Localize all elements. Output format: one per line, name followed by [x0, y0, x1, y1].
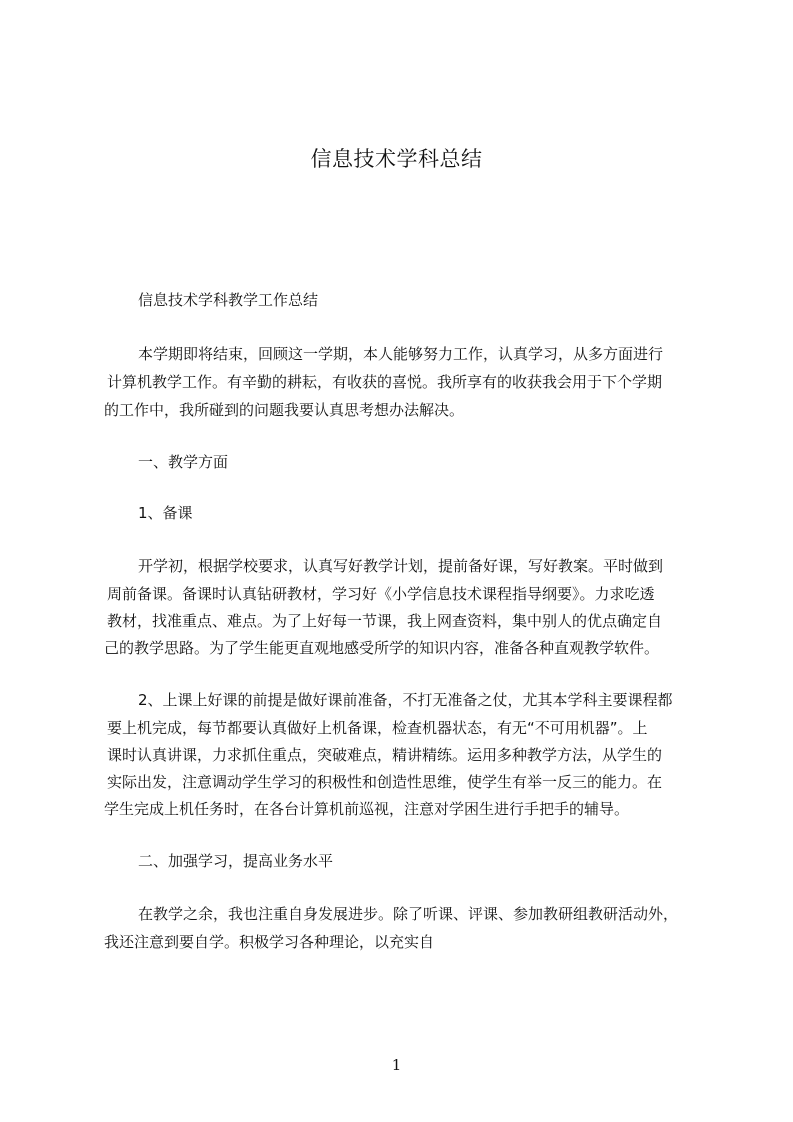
para2-line-1: 2、上课上好课的前提是做好课前准备，不打无准备之仗，尤其本学科主要课程都: [138, 691, 673, 709]
para2-line-2: 要上机完成，每节都要认真做好上机备课，检查机器状态，有无“不可用机器”。上: [107, 719, 648, 737]
para2-line-3: 课时认真讲课，力求抓住重点，突破难点，精讲精练。运用多种教学方法，从学生的: [107, 746, 663, 764]
intro-line-2: 计算机教学工作。有辛勤的耕耘，有收获的喜悦。我所享有的收获我会用于下个学期: [107, 373, 663, 391]
para1-line-1: 开学初，根据学校要求，认真写好教学计划，提前备好课，写好教案。平时做到: [138, 557, 664, 575]
para1-line-2: 周前备课。备课时认真钻研教材，学习好《小学信息技术课程指导纲要》。力求吃透: [107, 585, 655, 603]
subheading-lesson-prep: 1、备课: [138, 504, 193, 522]
para3-line-1: 在教学之余，我也注重自身发展进步。除了听课、评课、参加教研组教研活动外，: [138, 905, 679, 923]
para2-line-5: 学生完成上机任务时，在各台计算机前巡视，注意对学困生进行手把手的辅导。: [104, 800, 630, 818]
para2-line-4: 实际出发，注意调动学生学习的积极性和创造性思维，使学生有举一反三的能力。在: [107, 773, 663, 791]
document-title: 信息技术学科总结: [310, 147, 483, 171]
document-subtitle: 信息技术学科教学工作总结: [138, 291, 319, 309]
para3-line-2: 我还注意到要自学。积极学习各种理论，以充实自: [104, 933, 435, 951]
page-number: 1: [391, 1056, 402, 1074]
intro-line-1: 本学期即将结束，回顾这一学期，本人能够努力工作，认真学习，从多方面进行: [138, 345, 664, 363]
para1-line-3: 教材，找准重点、难点。为了上好每一节课，我上网查资料，集中别人的优点确定自: [107, 612, 663, 630]
intro-line-3: 的工作中，我所碰到的问题我要认真思考想办法解决。: [104, 401, 465, 419]
section-heading-teaching: 一、教学方面: [138, 453, 229, 471]
section-heading-learning: 二、加强学习，提高业务水平: [138, 852, 334, 870]
para1-line-4: 己的教学思路。为了学生能更直观地感受所学的知识内容，准备各种直观教学软件。: [104, 639, 660, 657]
